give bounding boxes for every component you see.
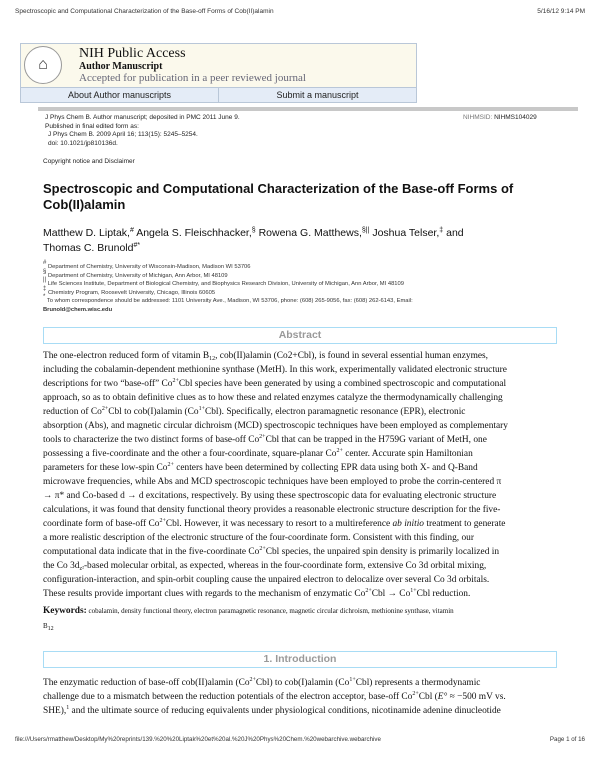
text-segment: microwave frequencies, while Abs and MCD spectroscopic techniques have been employed to probe the corrin-centered π (43, 477, 502, 487)
text-line (43, 559, 563, 573)
doi[interactable]: doi: 10.1021/jp810136d. (48, 139, 118, 147)
browser-page-title: Spectroscopic and Computational Characterization of the Base-off Forms of Cob(II)alamin (15, 8, 274, 15)
author-mark: ‡ (439, 227, 444, 234)
text-segment: center. Accurate spin Hamiltonian (342, 449, 473, 459)
author-conj: and (443, 227, 464, 239)
submit-manuscript-link[interactable]: Submit a manuscript (276, 90, 359, 100)
text-segment: z² (79, 566, 84, 572)
text-line (43, 391, 563, 405)
text-segment: SHE), (43, 706, 67, 716)
text-line (43, 475, 563, 489)
nih-logo-icon: ⌂ (24, 46, 62, 84)
text-segment: computational data indicate that in the five-coordinate Co (43, 547, 260, 557)
text-segment: and the ultimate source of reducing equivalents under physiological conditions, nicotinamide adenine dinucleotide (69, 706, 501, 716)
text-segment: Cbl. However, it was necessary to resort to a multireference (165, 519, 393, 529)
text-segment: including the cobalamin-dependent methionine synthase (MetH). In this work, experimentally validated electronic structure (43, 365, 507, 375)
nihmsid-value: NIHMS104029 (494, 114, 537, 121)
text-segment: tools to characterize the two distinct forms of base-off Co (43, 435, 260, 445)
text-segment: Cbl ( (418, 692, 438, 702)
nih-subtitle: Author Manuscript (79, 61, 163, 72)
text-segment: 2+ (167, 462, 174, 468)
print-datetime: 5/16/12 9:14 PM (537, 8, 585, 15)
keywords-text: cobalamin, density functional theory, electron paramagnetic resonance, magnetic circular dichroism, methionine synthase, vitamin (88, 607, 454, 615)
text-line (43, 433, 563, 447)
text-segment: treatment to generate (424, 519, 506, 529)
author-name: Rowena G. Matthews, (255, 227, 362, 239)
banner-nav (21, 87, 416, 102)
affiliation-text: Department of Chemistry, University of Michigan, Ann Arbor, MI 48109 (46, 272, 228, 279)
affiliation-mark: # (43, 260, 47, 266)
text-segment: 12 (209, 356, 216, 362)
text-segment: ab initio (392, 519, 424, 529)
text-segment: possessing a five-coordinate and the other a four-coordinate, square-planar Co (43, 449, 337, 459)
text-segment: 2+ (336, 448, 343, 454)
affiliation (43, 268, 573, 284)
text-line (43, 517, 563, 531)
nih-banner (20, 43, 417, 103)
text-segment: calculations, it was found that density functional theory provides a reasonable electronic structure description for the five- (43, 505, 501, 515)
text-segment: reduction of Co (43, 407, 102, 417)
divider (38, 107, 578, 111)
text-segment: Cbl → Co (371, 589, 411, 599)
correspondence-email[interactable]: Brunold@chem.wisc.edu (43, 306, 113, 313)
text-line (43, 690, 563, 704)
author-list (43, 226, 563, 256)
affiliation-text: Chemistry Program, Roosevelt University, Chicago, Illinois 60605 (46, 289, 216, 296)
affiliation (43, 294, 573, 306)
text-segment: 1 (66, 705, 70, 711)
text-line (43, 704, 563, 718)
file-path: file:///Users/rmatthew/Desktop/My%20reprints/139.%20%20Liptak%20et%20al.%20J%20Phys%20Chem.%20webarchive.webarchive (15, 736, 381, 743)
text-segment: , cob(II)alamin (Co2+Cbl), is found in several essential human enzymes, (215, 351, 489, 361)
text-line (43, 573, 563, 587)
text-segment: 2+ (159, 518, 166, 524)
author-name: Thomas C. Brunold (43, 242, 134, 254)
text-segment: parameters for these low-spin Co (43, 463, 168, 473)
text-segment: The enzymatic reduction of base-off cob(II)alamin (Co (43, 678, 250, 688)
text-line (43, 405, 563, 419)
text-line (43, 489, 563, 503)
abstract-text (43, 349, 563, 601)
nih-title: NIH Public Access (79, 46, 186, 61)
affiliation (43, 285, 573, 301)
abstract-heading: Abstract (43, 327, 557, 344)
text-segment: E° (437, 692, 448, 702)
text-line (43, 531, 563, 545)
citation-line: J Phys Chem B. Author manuscript; deposited in PMC 2011 June 9. (45, 114, 240, 121)
keywords-tail-sub: 12 (47, 626, 54, 632)
text-segment: 2+ (101, 406, 109, 412)
text-line (43, 461, 563, 475)
nih-accepted-note: Accepted for publication in a peer reviewed journal (79, 72, 306, 84)
about-author-manuscripts-link[interactable]: About Author manuscripts (21, 88, 219, 102)
text-segment: approach, so as to obtain definitive clues as to how these and related enzymes catalyze the thermodynamically challenging (43, 393, 503, 403)
text-line (43, 377, 563, 391)
text-segment: challenge due to a mismatch between the reduction potentials of the electron acceptor, base-off Co (43, 692, 413, 702)
text-segment: 2+ (259, 434, 266, 440)
text-segment: the Co 3d (43, 561, 80, 571)
text-segment: 1+ (198, 406, 205, 412)
author-mark: #* (133, 242, 141, 249)
text-segment: centers have been determined by collecting EPR data using both X- and Q-Band (173, 463, 478, 473)
text-line (43, 545, 563, 559)
nihmsid-label: NIHMSID: (463, 114, 493, 121)
text-segment: → π* and Co-based d → d excitations, respectively. By using these spectroscopic data for evaluating electronic structure (43, 491, 497, 501)
text-segment: a more realistic description of the electronic structure of the four-coordinate form. Consistent with this finding, our (43, 533, 474, 543)
text-segment: descriptions for two “base-off” Co (43, 379, 173, 389)
affiliation-text: Life Sciences Institute, Department of Biological Chemistry, and Biophysics Research Division, University of Michigan, Ann Arbor, MI 48109 (46, 281, 404, 288)
affiliation-mark: || (43, 277, 47, 284)
author-mark: § (251, 227, 256, 234)
author-mark: # (129, 227, 134, 234)
text-segment: 2+ (412, 691, 419, 697)
nihmsid (463, 114, 537, 123)
affiliation-text: Department of Chemistry, University of Wisconsin-Madison, Madison WI 53706 (46, 264, 251, 270)
page-number: Page 1 of 16 (549, 736, 585, 743)
citation-line: Published in final edited form as: (45, 122, 139, 130)
author-name: Joshua Telser, (369, 227, 440, 239)
text-segment: Cbl species have been generated by using a combined spectroscopic and computational (178, 379, 507, 389)
keywords (43, 604, 563, 634)
affiliation-text: To whom correspondence should be addressed: 1101 University Ave., Madison, WI 53706, phone: (608) 265-9056, fax: (608) 262-6143, Email: (45, 298, 413, 305)
text-segment: configuration-interaction, and spin-orbit coupling cause the unpaired electron to delocalize over several Co 3d orbitals. (43, 575, 490, 585)
affiliations (43, 260, 573, 315)
text-segment: Cbl) represents a thermodynamic (355, 678, 481, 688)
text-segment: Cbl to cob(I)alamin (Co (108, 407, 199, 417)
text-segment: 2+ (259, 546, 266, 552)
affiliation-mark: * (43, 294, 46, 301)
text-line (43, 363, 563, 377)
text-segment: 2+ (172, 378, 179, 384)
text-segment: Cbl reduction. (416, 589, 471, 599)
text-segment: 2+ (249, 677, 256, 683)
author-name: Matthew D. Liptak, (43, 227, 130, 239)
affiliation (43, 277, 573, 289)
text-segment: The one-electron reduced form of vitamin B (43, 351, 210, 361)
text-line (43, 419, 563, 433)
text-segment: These results provide important clues with regards to the mechanism of enzymatic Co (43, 589, 366, 599)
text-segment: 1+ (410, 588, 417, 594)
keywords-tail: B (43, 622, 48, 630)
text-segment: -based molecular orbital, as expected, whereas in the four-coordinate form, extensive Co 3d orbital mixing, (83, 561, 487, 571)
text-line (43, 676, 563, 690)
text-segment: 2+ (365, 588, 372, 594)
text-segment: absorption (Abs), and magnetic circular dichroism (MCD) spectroscopic techniques have been employed as complementary (43, 421, 508, 431)
text-segment: 1+ (349, 677, 356, 683)
introduction-heading: 1. Introduction (43, 651, 557, 668)
copyright-link[interactable]: Copyright notice and Disclaimer (43, 158, 135, 165)
text-segment: Cbl species, the unpaired spin density is primarily localized in (265, 547, 500, 557)
text-segment: Cbl that can be trapped in the H759G variant of MetH, one (265, 435, 487, 445)
text-segment: Cbl) to cob(I)alamin (Co (255, 678, 350, 688)
affiliation-mark: § (43, 268, 47, 275)
introduction-text (43, 676, 563, 718)
text-line (43, 447, 563, 461)
citation-info (45, 114, 240, 148)
keywords-label: Keywords: (43, 606, 87, 616)
author-mark: §|| (361, 227, 370, 234)
author-name: Angela S. Fleischhacker, (133, 227, 252, 239)
citation-line: J Phys Chem B. 2009 April 16; 113(15): 5245–5254. (48, 131, 198, 138)
affiliation-mark: ‡ (43, 285, 47, 292)
affiliation (43, 260, 573, 272)
text-line (43, 587, 563, 601)
text-line (43, 503, 563, 517)
text-line (43, 349, 563, 363)
text-segment: ≈ −500 mV vs. (447, 692, 506, 702)
text-segment: Cbl). Specifically, electron paramagnetic resonance (EPR), electronic (204, 407, 466, 417)
article-title: Spectroscopic and Computational Characterization of the Base-off Forms of Cob(II)alamin (43, 181, 514, 212)
text-segment: coordinate form of base-off Co (43, 519, 160, 529)
